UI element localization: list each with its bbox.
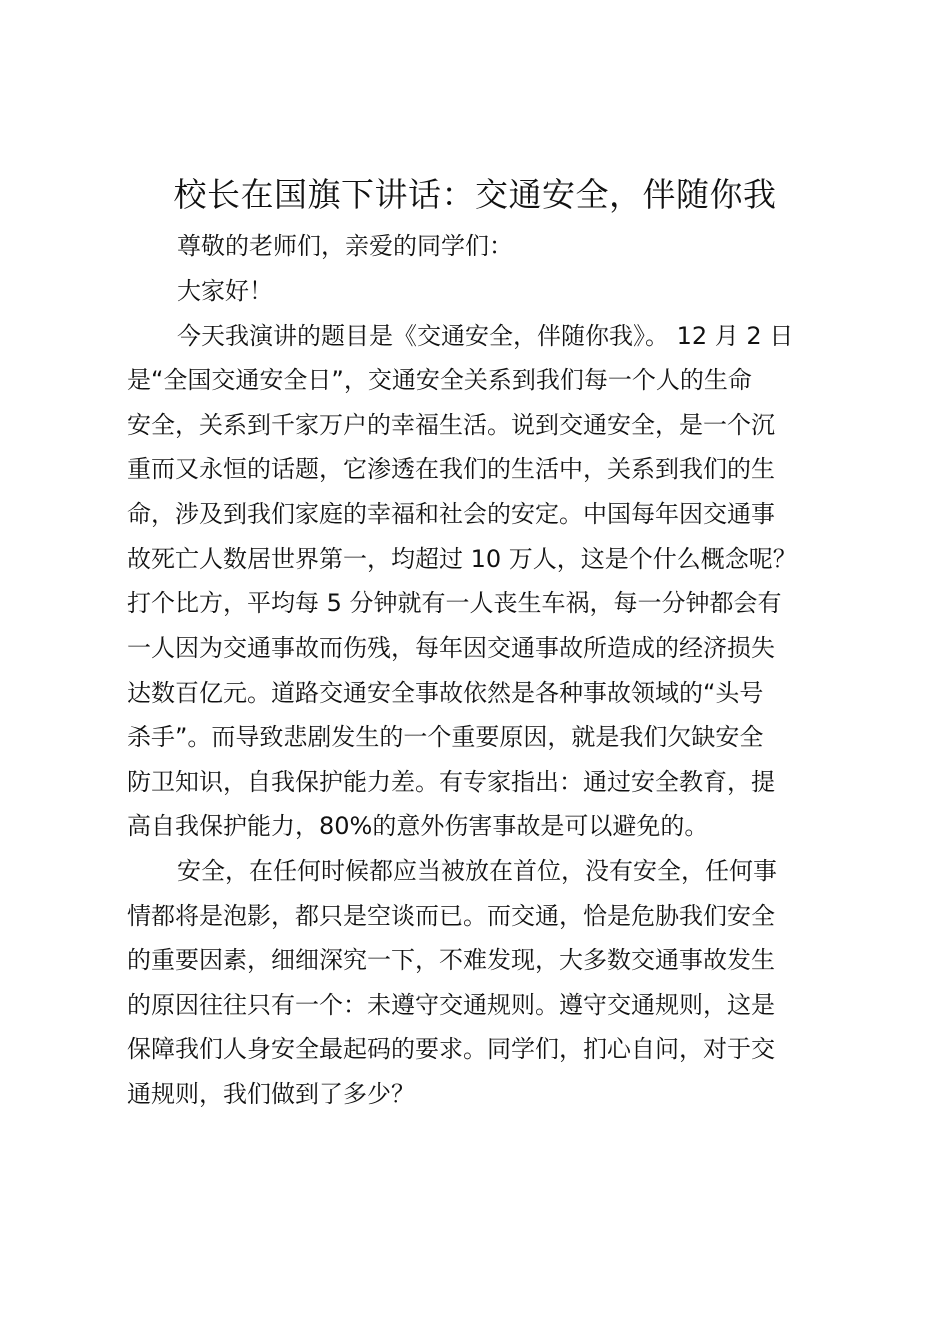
- body-line: 的原因往往只有一个：未遵守交通规则。遵守交通规则，这是: [127, 991, 775, 1019]
- document-title: 校长在国旗下讲话：交通安全，伴随你我: [173, 175, 777, 214]
- body-line: 故死亡人数居世界第一，均超过 10 万人，这是个什么概念呢？: [127, 545, 797, 573]
- body-line: 高自我保护能力，80%的意外伤害事故是可以避免的。: [127, 812, 709, 840]
- greeting-line: 大家好！: [177, 277, 273, 305]
- body-line: 防卫知识，自我保护能力差。有专家指出：通过安全教育，提: [127, 768, 775, 796]
- body-line: 命，涉及到我们家庭的幸福和社会的安定。中国每年因交通事: [127, 500, 775, 528]
- body-line: 安全，关系到千家万户的幸福生活。说到交通安全，是一个沉: [127, 411, 775, 439]
- body-line: 杀手”。而导致悲剧发生的一个重要原因，就是我们欠缺安全: [127, 723, 764, 751]
- body-line: 是“全国交通安全日”，交通安全关系到我们每一个人的生命: [127, 366, 752, 394]
- salutation-line: 尊敬的老师们，亲爱的同学们：: [177, 232, 513, 260]
- body-line: 通规则，我们做到了多少？: [127, 1080, 415, 1108]
- body-line: 今天我演讲的题目是《交通安全，伴随你我》。 12 月 2 日: [177, 322, 794, 350]
- body-line: 打个比方，平均每 5 分钟就有一人丧生车祸，每一分钟都会有: [127, 589, 782, 617]
- body-line: 的重要因素，细细深究一下，不难发现，大多数交通事故发生: [127, 946, 775, 974]
- body-line: 保障我们人身安全最起码的要求。同学们，扪心自问，对于交: [127, 1035, 775, 1063]
- body-line: 一人因为交通事故而伤残，每年因交通事故所造成的经济损失: [127, 634, 775, 662]
- body-line: 达数百亿元。道路交通安全事故依然是各种事故领域的“头号: [127, 679, 764, 707]
- body-line: 情都将是泡影，都只是空谈而已。而交通，恰是危胁我们安全: [127, 902, 775, 930]
- body-line: 安全，在任何时候都应当被放在首位，没有安全，任何事: [177, 857, 777, 885]
- body-line: 重而又永恒的话题，它渗透在我们的生活中，关系到我们的生: [127, 455, 775, 483]
